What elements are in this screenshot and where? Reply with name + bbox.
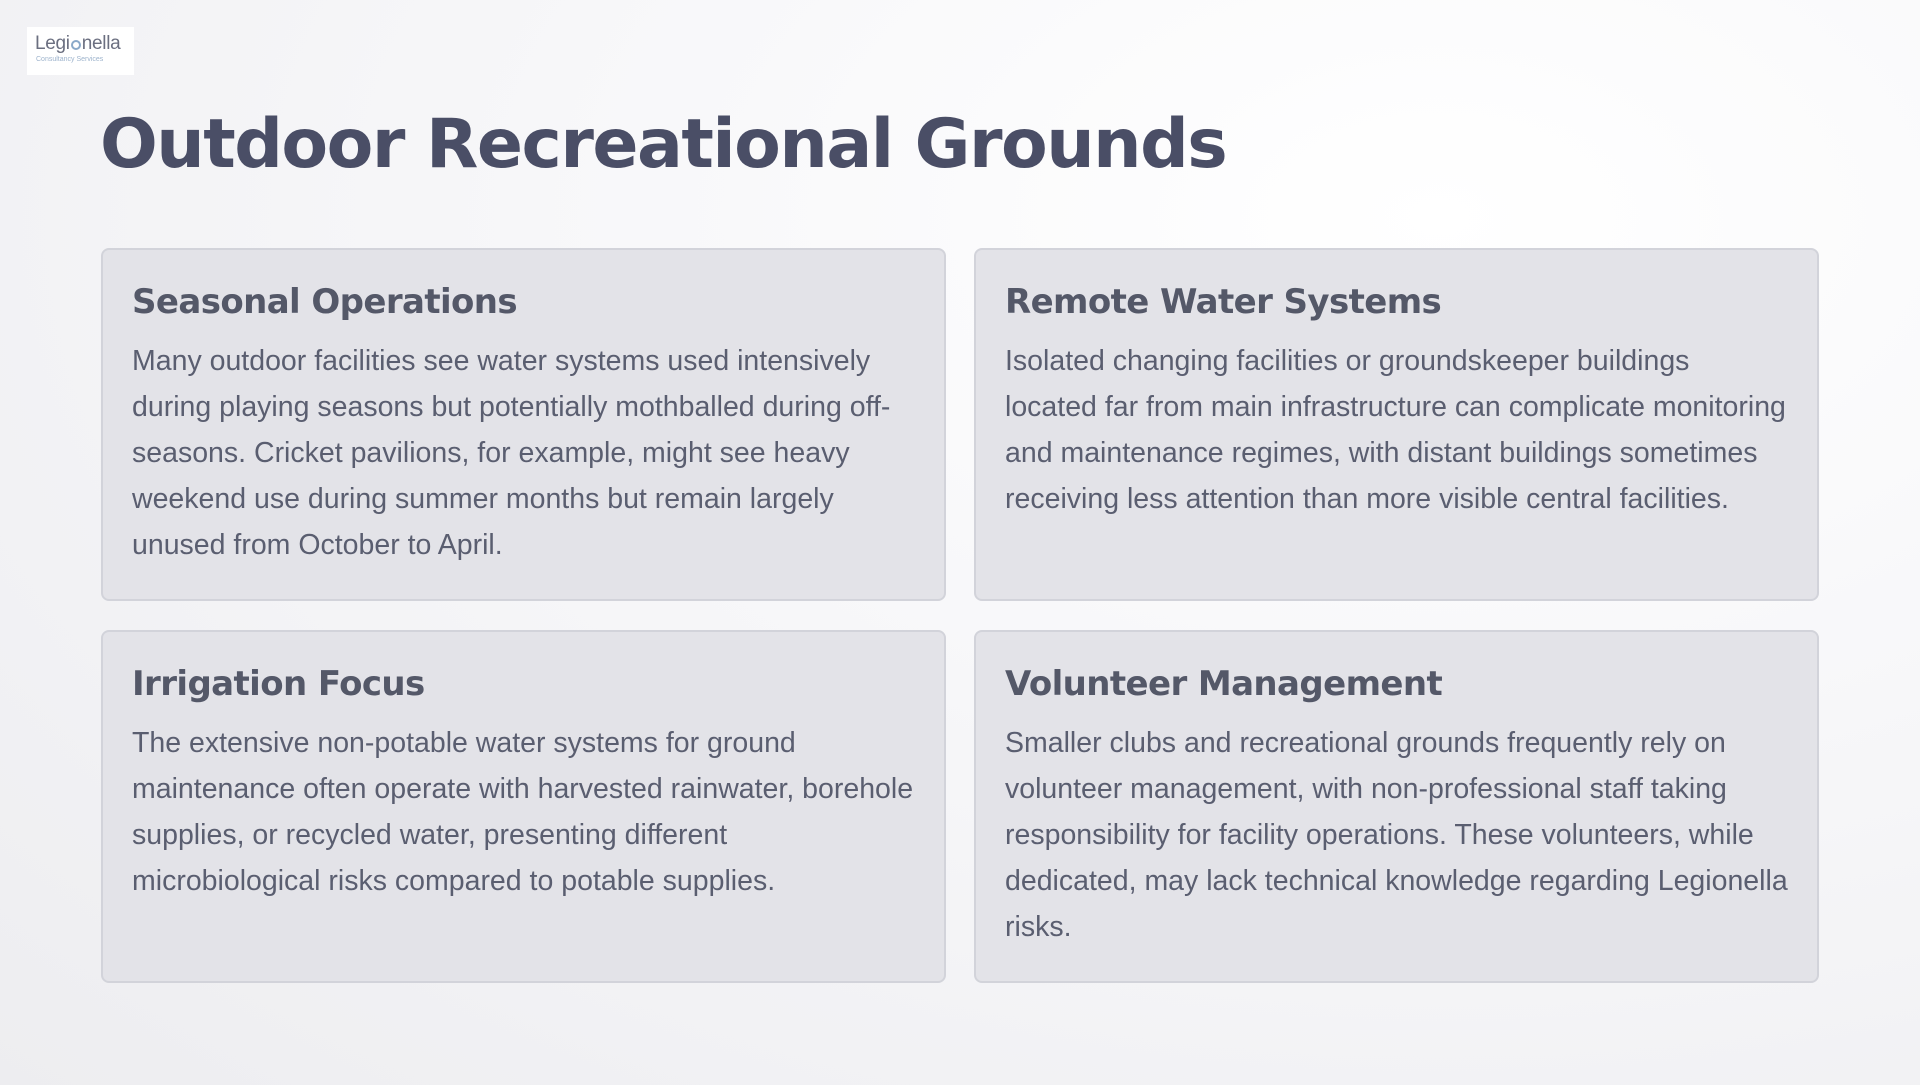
company-logo	[27, 27, 134, 75]
card-title: Remote Water Systems	[1005, 282, 1442, 322]
logo-word-end: nella	[81, 33, 121, 54]
card-body: Isolated changing facilities or groundskeeper buildings located far from main infrastructure can complicate monitoring and maintenance regimes, with distant buildings sometimes receiving less attention than more visible central facilities.	[1005, 345, 1786, 515]
card-volunteer-management	[974, 630, 1819, 983]
card-title: Volunteer Management	[1005, 664, 1443, 704]
card-seasonal-operations	[101, 248, 946, 601]
card-body: Smaller clubs and recreational grounds frequently rely on volunteer management, with non-professional staff taking responsibility for facility operations. These volunteers, while dedicated, may lack technical knowledge regarding Legionella risks.	[1005, 727, 1788, 943]
card-body: The extensive non-potable water systems for ground maintenance often operate with harvested rainwater, borehole supplies, or recycled water, presenting different microbiological risks compared to potable supplies.	[132, 727, 914, 897]
card-title: Irrigation Focus	[132, 664, 425, 704]
card-remote-water-systems	[974, 248, 1819, 601]
card-irrigation-focus	[101, 630, 946, 983]
logo-o-icon	[71, 40, 81, 50]
card-body: Many outdoor facilities see water systems used intensively during playing seasons but potentially mothballed during off-seasons. Cricket pavilions, for example, might see heavy weekend use during summer months but remain largely unused from October to April.	[132, 345, 891, 561]
page-title: Outdoor Recreational Grounds	[100, 105, 1227, 184]
logo-wordmark	[35, 33, 134, 55]
logo-word-start: Legi	[35, 33, 70, 54]
card-title: Seasonal Operations	[132, 282, 518, 322]
logo-subtitle: Consultancy Services	[36, 56, 104, 63]
